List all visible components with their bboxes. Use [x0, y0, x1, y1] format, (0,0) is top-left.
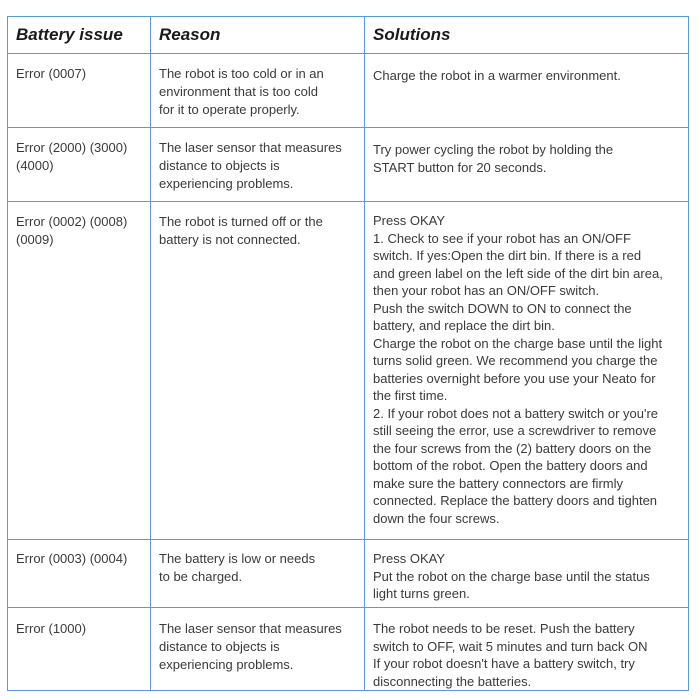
solution-text: The robot needs to be reset. Push the battery switch to OFF, wait 5 minutes and turn back ON If your robot doesn't have a battery switch, try disconnecting the batteries. [373, 621, 648, 689]
issue-cell [8, 128, 151, 202]
issue-cell [8, 202, 151, 540]
issue-text: Error (2000) (3000) (4000) [16, 140, 128, 173]
header-battery-issue [8, 17, 151, 54]
solution-text: Press OKAY Put the robot on the charge base until the status light turns green. [373, 551, 650, 602]
table-row [8, 202, 689, 540]
table-header-row [8, 17, 689, 54]
solution-cell [365, 202, 689, 540]
reason-text: The battery is low or needs to be charged. [159, 551, 316, 584]
reason-cell [151, 202, 365, 540]
table-row [8, 540, 689, 608]
battery-issues-table [7, 16, 689, 691]
issue-text: Error (0007) [16, 66, 87, 81]
solution-cell [365, 608, 689, 691]
reason-cell [151, 128, 365, 202]
reason-cell [151, 54, 365, 128]
reason-cell [151, 540, 365, 608]
header-reason-label: Reason [159, 25, 221, 44]
header-battery-issue-label: Battery issue [16, 25, 123, 44]
issue-text: Error (0002) (0008) (0009) [16, 214, 128, 247]
solution-text: Try power cycling the robot by holding the START button for 20 seconds. [373, 142, 614, 175]
reason-text: The robot is turned off or the battery is not connected. [159, 214, 323, 247]
solution-cell [365, 54, 689, 128]
issue-cell [8, 540, 151, 608]
reason-text: The robot is too cold or in an environment that is too cold for it to operate properly. [159, 66, 324, 117]
header-solutions [365, 17, 689, 54]
header-solutions-label: Solutions [373, 25, 451, 44]
reason-text: The laser sensor that measures distance to objects is experiencing problems. [159, 621, 342, 672]
table-row [8, 608, 689, 691]
reason-cell [151, 608, 365, 691]
issue-text: Error (0003) (0004) [16, 551, 128, 566]
issue-cell [8, 608, 151, 691]
reason-text: The laser sensor that measures distance to objects is experiencing problems. [159, 140, 342, 191]
issue-text: Error (1000) [16, 621, 87, 636]
table-row [8, 54, 689, 128]
solution-text: Press OKAY 1. Check to see if your robot has an ON/OFF switch. If yes:Open the dirt bin. If there is a red and green label on the left side of the dirt bin area, then your robot has an ON/OFF switch. Push the switch DOWN to ON to connect the battery, and replace the dirt bin. Charge the robot on the charge base until the light turns solid green. We recommend you charge the batteries overnight before you use your Neato for the first time. 2. If your robot does not a battery switch or you're still seeing the error, use a screwdriver to remove the four screws from the (2) battery doors on the bottom of the robot. Open the battery doors and make sure the battery connectors are firmly connected. Replace the battery doors and tighten down the four screws. [373, 213, 663, 526]
solution-cell [365, 128, 689, 202]
header-reason [151, 17, 365, 54]
solution-cell [365, 540, 689, 608]
issue-cell [8, 54, 151, 128]
table-row [8, 128, 689, 202]
solution-text: Charge the robot in a warmer environment. [373, 68, 621, 83]
